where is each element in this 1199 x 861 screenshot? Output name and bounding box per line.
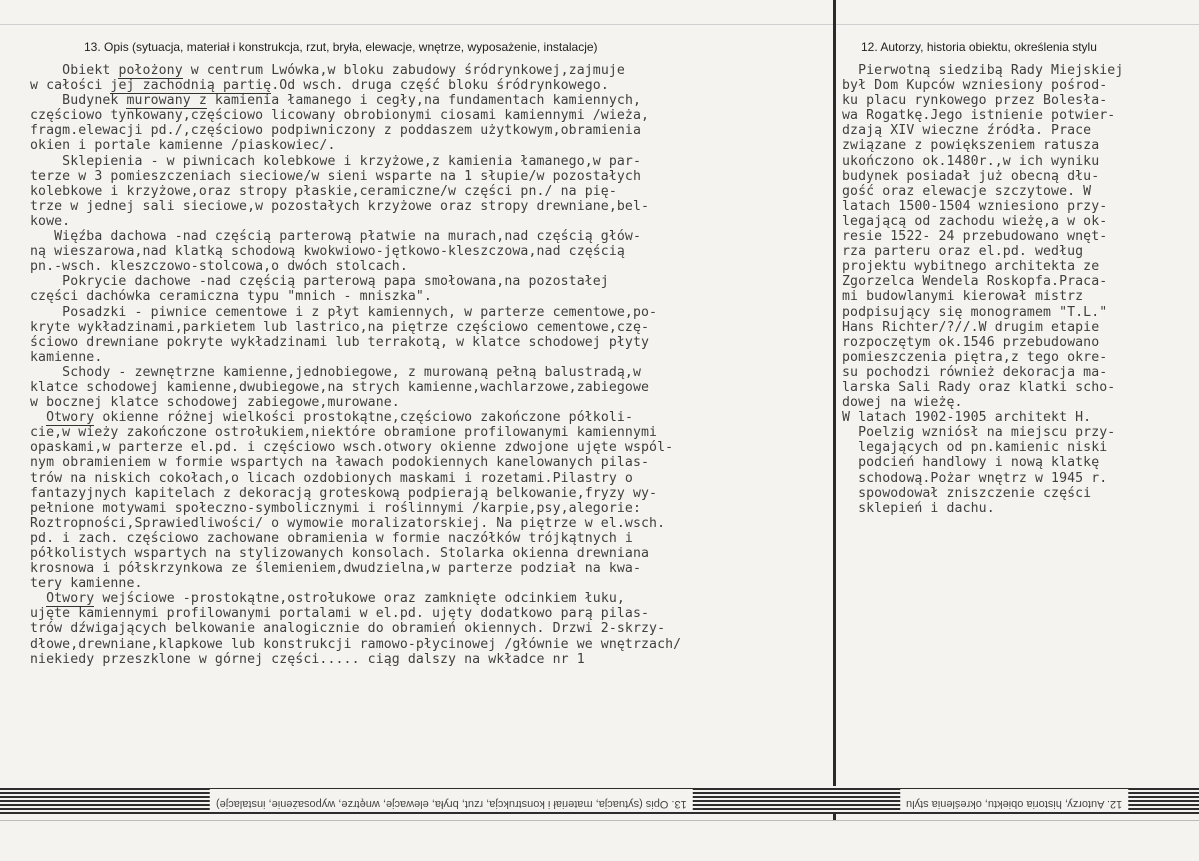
underlined-phrase: jej zachodnią partię bbox=[110, 78, 272, 94]
text-fragment: .Od wsch. druga część bloku śródrynkowego. bbox=[271, 78, 609, 94]
mirrored-section-12-heading: 12. Autorzy, historia obiektu, określenia stylu bbox=[900, 789, 1128, 811]
text-fragment: Obiekt bbox=[30, 63, 119, 78]
underlined-word: położony bbox=[118, 63, 183, 78]
bottom-rule bbox=[0, 820, 1199, 821]
mirrored-section-13-heading: 13. Opis (sytuacja, materiał i konstrukcja, rzut, bryła, elewacje, wnętrze, wyposażenie, instalacje) bbox=[210, 789, 693, 811]
top-rule bbox=[0, 24, 1199, 25]
text-fragment: kamienia łamanego i cegły,na fundamentach kamiennych, częściowo tynkowany,częściowo licowany obrobionymi ciosami kamiennymi /wieża, fragm.elewacji pd./,częściowo podpiwniczony z poddaszem użytkowym,obramienia okien i portale kamienne /piaskowiec/. Sklepienia - w piwnicach kolebkowe i krzyżowe,z kamienia łamanego,w par- terze w 3 pomieszczeniach sieciowe/w sieni wsparte na 1 słupie/w pozostałych kolebkowe i krzyżowe,oraz stropy płaskie,ceramiczne/w części pn./ na pię- trze w jednej sali sieciowe,w pozostałych krzyżowe oraz stropy drewniane,bel- kowe. Więźba dachowa -nad częścią parterową płatwie na murach,nad częścią głów- ną wieszarowa,nad klatką schodową kwokwiowo-jętkowo-kleszczowa,nad częścią pn.-wsch. kleszczowo-stolcowa,o dwóch stolcach. Pokrycie dachowe -nad częścią parterową papa smołowana,na pozostałej części dachówka ceramiczna typu "mnich - mniszka". Posadzki - piwnice cementowe i z płyt kamiennych, w parterze cementowe,po- kryte wykładzinami,parkietem lub lastrico,na piętrze częściowo cementowe,czę- ściowo drewniane pokryte wykładzinami lub terrakotą, w klatce schodowej płyty kamienne. Schody - zewnętrzne kamienne,jednobiegowe, z murowaną pełną balustradą,w klatce schodowej kamienne,dwubiegowe,na strych kamienne,wachlarzowe,zabiegowe w bocznej klatce schodowej zabiegowe,murowane. bbox=[30, 93, 658, 411]
section-13-heading: 13. Opis (sytuacja, materiał i konstrukcja, rzut, bryła, elewacje, wnętrze, wyposażenie, instalacje) bbox=[84, 40, 598, 54]
text-fragment: okienne różnej wielkości prostokątne,częściowo zakończone półkoli- cie,w wieży zakończone ostrołukiem,niektóre obramione profilowanymi kamiennymi opaskami,w parterze el.pd. i częściowo wsch.otwory okienne zdwojone ujęte wspól- nym obramieniem w formie wspartych na ławach podokiennych kanelowanych pilas- trów na niskich cokołach,o licach ozdobionych maskami i rozetami.Pilastry o fantazyjnych kapitelach z dekoracją groteskową podpierają belkowanie,fryzy wy- pełnione motywami społeczno-symbolicznymi i roślinnymi /karpie,psy,alegorie: Roztropności,Sprawiedliwości/ o wymowie moralizatorskiej. Na piętrze w el.wsch. pd. i zach. częściowo zachowane obramienia w formie naczółków trójkątnych i półkolistych wspartych na stylizowanych konsolach. Stolarka okienna drewniana krosnowa i półskrzynkowa ze ślemieniem,dwudzielna,w parterze podział na kwa- tery kamienne. bbox=[30, 410, 674, 592]
underlined-word: Otwory bbox=[46, 591, 95, 607]
column-divider bbox=[833, 0, 836, 820]
text-fragment: wejściowe -prostokątne,ostrołukowe oraz zamknięte odcinkiem łuku, ujęte kamiennymi profilowanymi portalami w el.pd. ujęty dodatkowo parą pilas- trów dźwigających belkowanie analogicznie do obramień okiennych. Drzwi 2-skrzy- dłowe,drewniane,klapkowe lub konstrukcji ramowo-płycinowej /głównie we wnętrzach/ niekiedy przeszklone w górnej części..... ciąg dalszy na wkładce nr 1 bbox=[30, 591, 682, 667]
text-fragment: w centrum Lwówka,w bloku zabudowy śródrynkowej,zajmuje w całości bbox=[30, 63, 625, 94]
history-text: Pierwotną siedzibą Rady Miejskiej był Dom Kupców wzniesiony pośrod- ku placu rynkowego przez Bolesła- wa Rogatkę.Jego istnienie potwier- dzają XIV wieczne źródła. Prace związane z powiększeniem ratusza ukończono ok.1480r.,w ich wyniku budynek posiadał już obecną dłu- gość oraz elewacje szczytowe. W latach 1500-1504 wzniesiono przy- legającą od zachodu wieżę,a w ok- resie 1522- 24 przebudowano wnęt- rza parteru oraz el.pd. według projektu wybitnego architekta ze Zgorzelca Wendela Roskopfa.Praca- mi budowlanymi kierował mistrz podpisujący się monogramem "T.L." Hans Richter/?//.W drugim etapie rozpoczętym ok.1546 przebudowano pomieszczenia piętra,z tego okre- su pochodzi również dekoracja ma- larska Sali Rady oraz klatki scho- dowej na wieżę. W latach 1902-1905 architekt H. Poelzig wzniósł na miejscu przy- legających od pn.kamienic niski podcień handlowy i nową klatkę schodową.Pożar wnętrz w 1945 r. spowodował zniszczenie części sklepień i dachu. bbox=[842, 63, 1124, 516]
underlined-word: murowany z bbox=[126, 93, 207, 109]
underlined-word: Otwory bbox=[46, 410, 95, 426]
section-12-heading: 12. Autorzy, historia obiektu, określenia stylu bbox=[861, 40, 1097, 54]
description-text bbox=[30, 63, 681, 667]
text-fragment: Budynek bbox=[62, 93, 119, 109]
